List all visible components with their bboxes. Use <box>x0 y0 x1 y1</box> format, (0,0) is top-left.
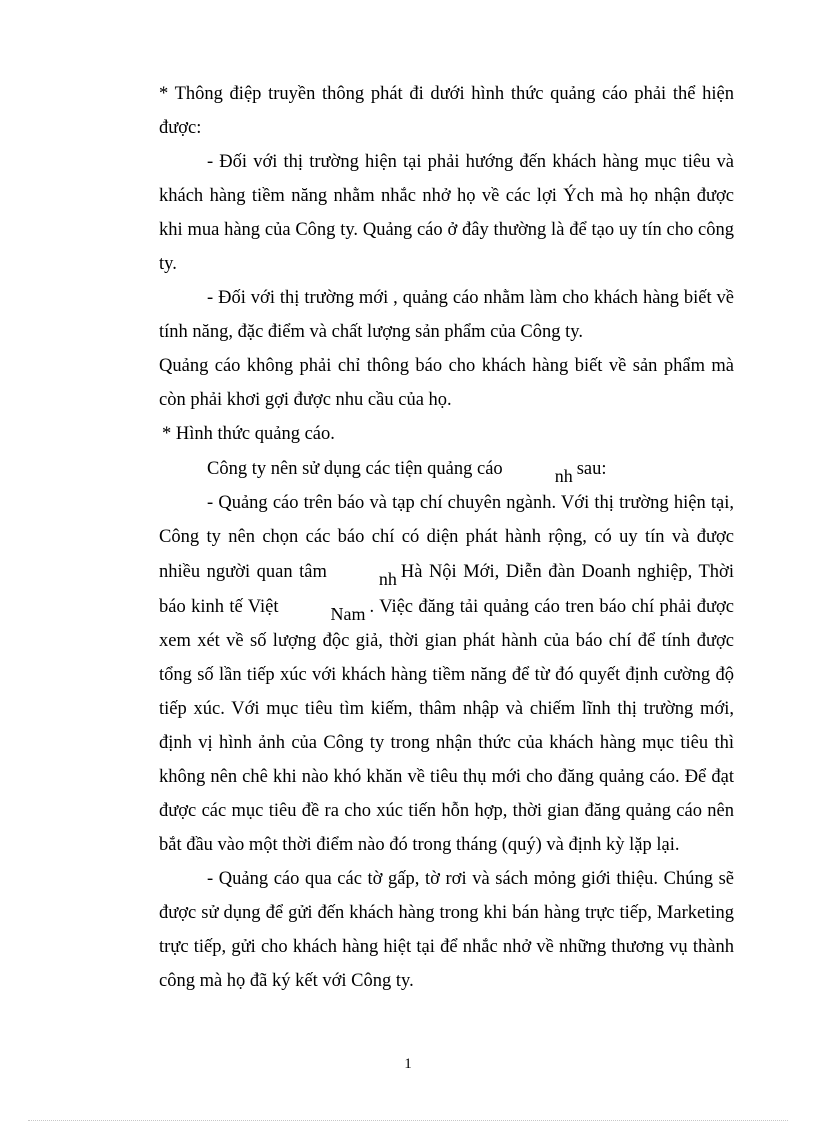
text-fragment: Hà Nội Mới, Diễn đàn Doanh nghiệp, Thời báo kinh tế Việt <box>159 562 734 617</box>
text-fragment: . Việc đăng tải quảng cáo tren báo chí phải được xem xét về số lượng độc giả, thời gian phát hành của báo chí để tính được tổng số lần tiếp xúc với khách hàng tiềm năng để từ đó quyết định cường độ tiếp xúc. Với mục tiêu tìm kiếm, thâm nhập và chiếm lĩnh thị trường mới, định vị hình ảnh của Công ty trong nhận thức của khách hàng mục tiêu thì không nên chê khi nào khó khăn về tiêu thụ mới cho đăng quảng cáo. Để đạt được các mục tiêu đề ra cho xúc tiến hỗn hợp, thời gian đăng quảng cáo nên bắt đầu vào một thời điểm nào đó trong tháng (quý) và định kỳ lặp lại. <box>159 597 734 855</box>
subscript-fragment: Nam <box>330 604 366 624</box>
paragraph-advertising-purpose: Quảng cáo không phải chỉ thông báo cho khách hàng biết về sản phẩm mà còn phải khơi gợi được nhu cầu của họ. <box>159 356 734 410</box>
paragraph-advertising-media-intro <box>159 451 734 486</box>
text-fragment: Công ty nên sử dụng các tiện quảng cáo <box>207 459 503 479</box>
paragraph-current-market: - Đối với thị trường hiện tại phải hướng đến khách hàng mục tiêu và khách hàng tiềm năng nhằm nhắc nhở họ về các lợi Ých mà họ nhận được khi mua hàng của Công ty. Quảng cáo ở đây thường là để tạo uy tín cho công ty. <box>159 152 734 274</box>
paragraph-brochure-advertising: - Quảng cáo qua các tờ gấp, tờ rơi và sách mỏng giới thiệu. Chúng sẽ được sử dụng để gửi đến khách hàng trong khi bán hàng trực tiếp, Marketing trực tiếp, gửi cho khách hàng hiệt tại để nhắc nhở về những thương vụ thành công mà họ đã ký kết với Công ty. <box>159 869 734 991</box>
paragraph-press-advertising <box>159 486 734 862</box>
subscript-fragment: nh <box>554 466 573 486</box>
document-body <box>159 77 734 998</box>
paragraph-advertising-forms-heading: * Hình thức quảng cáo. <box>162 424 335 444</box>
text-fragment: sau: <box>576 459 607 479</box>
page-bottom-border <box>28 1120 788 1121</box>
subscript-fragment: nh <box>378 569 397 589</box>
page-number: 1 <box>404 1056 412 1072</box>
paragraph-message-heading: * Thông điệp truyền thông phát đi dưới hình thức quảng cáo phải thể hiện được: <box>159 84 734 138</box>
text-fragment: - Quảng cáo trên báo và tạp chí chuyên ngành. Với thị trường hiện tại, Công ty nên chọn các báo chí có diện phát hành rộng, có uy tín và được nhiều người quan tâm <box>159 493 734 582</box>
paragraph-new-market: - Đối với thị trường mới , quảng cáo nhằm làm cho khách hàng biết về tính năng, đặc điểm và chất lượng sản phẩm của Công ty. <box>159 288 734 342</box>
